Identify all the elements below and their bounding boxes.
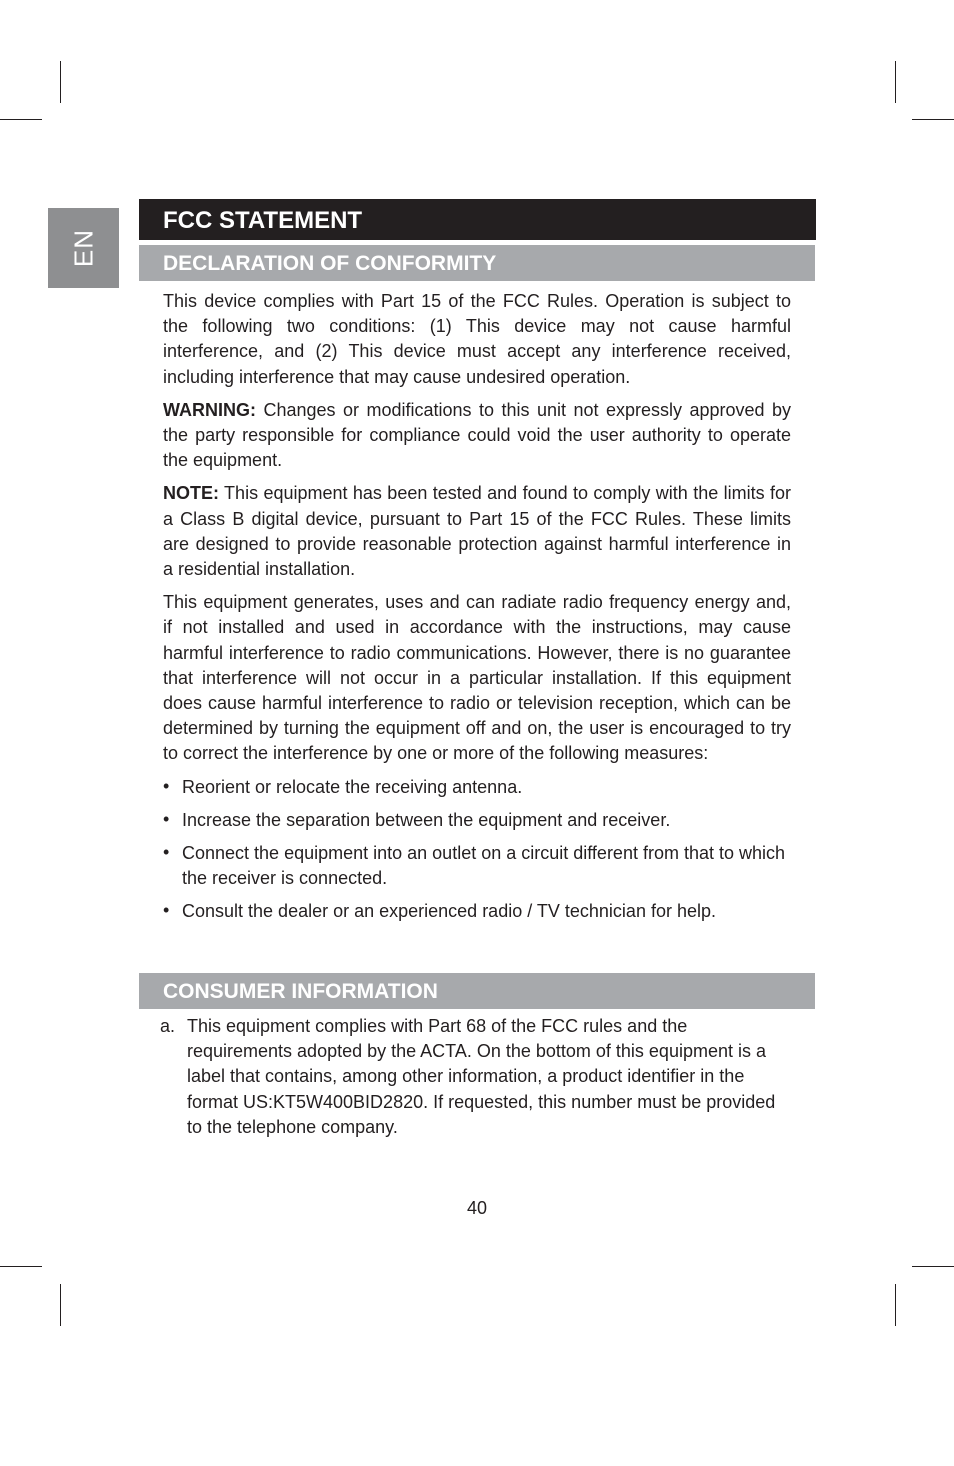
- crop-mark-top-right-horizontal: [912, 119, 954, 120]
- declaration-body: [163, 289, 791, 933]
- consumer-heading: CONSUMER INFORMATION: [139, 973, 815, 1009]
- list-item: • Connect the equipment into an outlet on a circuit different from that to which the receiver is connected.: [163, 841, 791, 891]
- crop-mark-top-left-vertical: [60, 61, 61, 103]
- consumer-item-a: [160, 1014, 792, 1140]
- page-number: 40: [466, 1198, 488, 1218]
- compliance-paragraph: This device complies with Part 15 of the FCC Rules. Operation is subject to the following two conditions: (1) This device may not cause harmful interference, and (2) This device must accept any interference received, including interference that may cause undesired operation.: [163, 291, 791, 387]
- note-text: This equipment has been tested and found to comply with the limits for a Class B digital device, pursuant to Part 15 of the FCC Rules. These limits are designed to provide reasonable protection against harmful interference in a residential installation.: [163, 483, 791, 580]
- page-title: FCC STATEMENT: [139, 199, 816, 240]
- warning-text: Changes or modifications to this unit not expressly approved by the party responsible for compliance could void the user authority to operate the equipment.: [163, 399, 791, 471]
- warning-label: WARNING:: [163, 399, 256, 420]
- list-item: • Increase the separation between the equipment and receiver.: [163, 808, 791, 833]
- interference-paragraph: This equipment generates, uses and can radiate radio frequency energy and, if not installed and used in accordance with the instructions, may cause harmful interference to radio communications. However, there is no guarantee that interference will not occur in a particular installation. If this equipment does cause harmful interference to radio or television reception, which can be determined by turning the equipment off and on, the user is encouraged to try to correct the interference by one or more of the following measures:: [163, 592, 791, 764]
- item-text: This equipment complies with Part 68 of the FCC rules and the requirements adopted by the ACTA. On the bottom of this equipment is a label that contains, among other information, a product identifier in the format US:KT5W400BID2820. If requested, this number must be provided to the telephone company.: [187, 1016, 776, 1137]
- note-label: NOTE:: [163, 483, 219, 504]
- crop-mark-bottom-right-vertical: [895, 1284, 896, 1326]
- declaration-heading: DECLARATION OF CONFORMITY: [139, 245, 815, 281]
- crop-mark-bottom-left-vertical: [60, 1284, 61, 1326]
- language-tab: [48, 208, 119, 288]
- crop-mark-top-left-horizontal: [0, 119, 42, 120]
- consumer-body: [160, 1014, 792, 1140]
- item-marker: a.: [160, 1016, 176, 1036]
- crop-mark-top-right-vertical: [895, 61, 896, 103]
- crop-mark-bottom-left-horizontal: [0, 1266, 42, 1267]
- measures-list: [163, 775, 791, 925]
- language-tab-label: EN: [68, 228, 98, 268]
- list-item: • Reorient or relocate the receiving antenna.: [163, 775, 791, 800]
- crop-mark-bottom-right-horizontal: [912, 1266, 954, 1267]
- warning-paragraph: [163, 398, 791, 474]
- list-item: • Consult the dealer or an experienced radio / TV technician for help.: [163, 899, 791, 924]
- note-paragraph: [163, 481, 791, 582]
